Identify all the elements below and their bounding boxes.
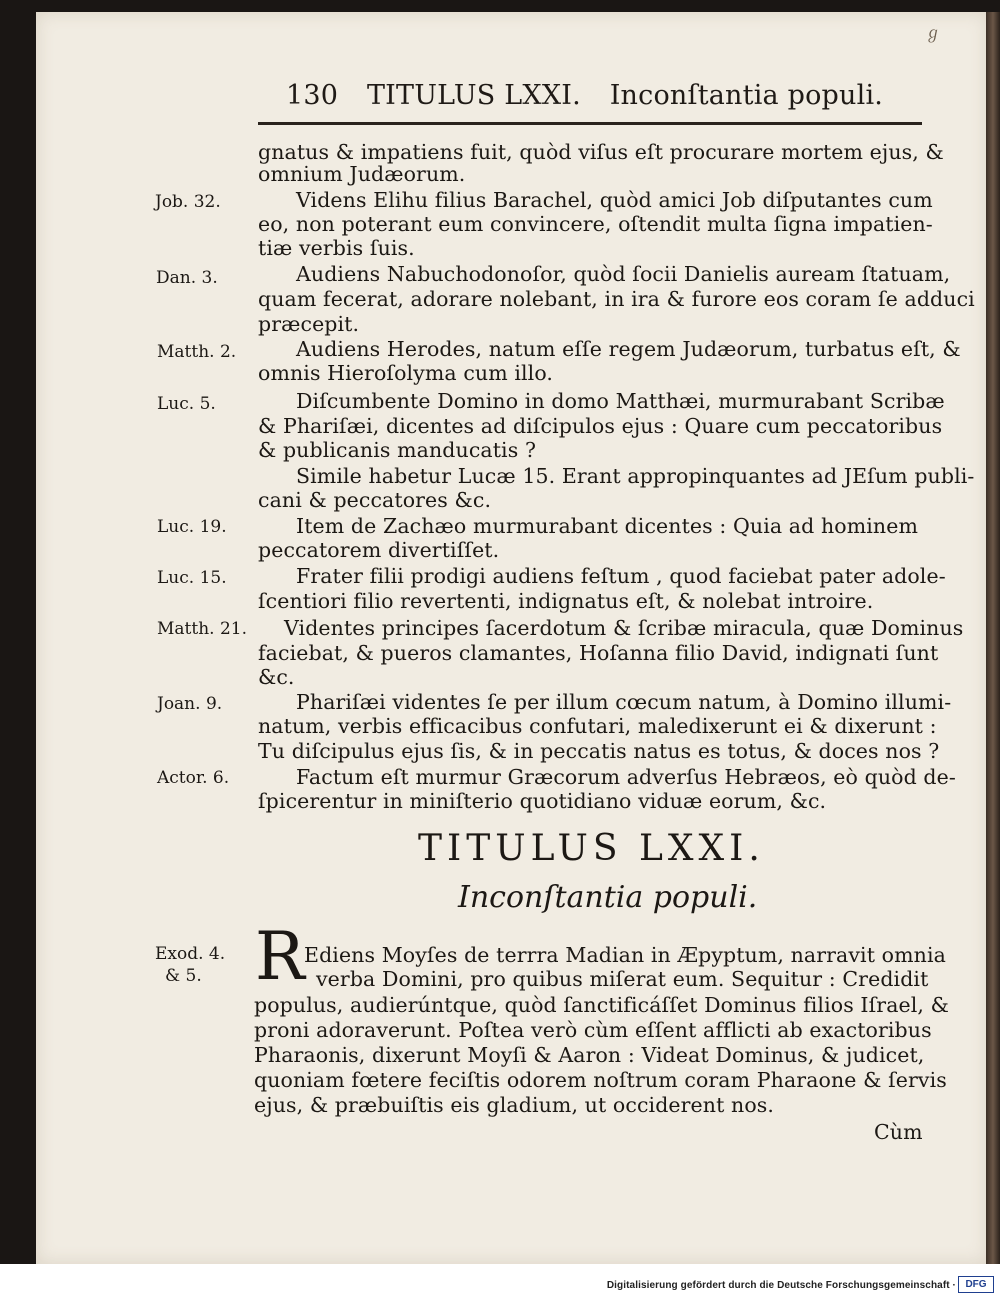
margin-note: Joan. 9. <box>157 694 223 714</box>
text-line: Videns Elihu filius Barachel, quòd amici Job diſputantes cum <box>296 188 933 212</box>
margin-note: Exod. 4. <box>155 944 226 964</box>
margin-note: Luc. 15. <box>157 568 227 588</box>
margin-note: Matth. 21. <box>157 619 247 639</box>
text-line: Item de Zachæo murmurabant dicentes : Quia ad hominem <box>296 514 918 538</box>
text-line: natum, verbis efficacibus confutari, maledixerunt ei & dixerunt : <box>258 714 937 738</box>
text-line: Simile habetur Lucæ 15. Erant appropinquantes ad JEſum publi- <box>296 464 975 488</box>
text-line: populus, audierúntque, quòd ſanctificáſſet Dominus filios Iſrael, & <box>254 993 950 1017</box>
margin-note: Luc. 19. <box>157 517 227 537</box>
text-line: verba Domini, pro quibus miſerat eum. Sequitur : Credidit <box>316 967 929 991</box>
margin-note: Dan. 3. <box>156 268 218 288</box>
text-line: proni adoraverunt. Poſtea verò cùm eſſent afflicti ab exactoribus <box>254 1018 932 1042</box>
text-line: ſpicerentur in miniſterio quotidiano viduæ eorum, &c. <box>258 789 827 813</box>
margin-note: Actor. 6. <box>157 768 230 788</box>
text-line: Audiens Herodes, natum eſſe regem Judæorum, turbatus eſt, & <box>296 337 961 361</box>
page-number: 130 <box>286 80 339 111</box>
head-rule <box>258 122 922 125</box>
text-line: omnis Hieroſolyma cum illo. <box>258 361 554 385</box>
catchword: Cùm <box>874 1120 923 1144</box>
section-subtitle: Inconſtantia populi. <box>458 880 758 915</box>
running-subject: Inconſtantia populi. <box>609 80 884 111</box>
margin-note: & 5. <box>165 966 202 986</box>
text-line: Frater filii prodigi audiens feſtum , quod faciebat pater adole- <box>296 564 946 588</box>
section-title: TITULUS LXXI. <box>418 828 765 869</box>
text-line: Pharaonis, dixerunt Moyſi & Aaron : Videat Dominus, & judicet, <box>254 1043 925 1067</box>
text-line: Diſcumbente Domino in domo Matthæi, murmurabant Scribæ <box>296 389 945 413</box>
text-line: eo, non poterant eum convincere, oſtendit multa ſigna impatien- <box>258 212 933 236</box>
text-line: gnatus & impatiens fuit, quòd viſus eſt procurare mortem ejus, & <box>258 140 944 164</box>
text-line: ſcentiori filio revertenti, indignatus eſt, & nolebat introire. <box>258 589 874 613</box>
text-line: faciebat, & pueros clamantes, Hoſanna filio David, indignati ſunt <box>258 641 939 665</box>
text-line: &c. <box>258 665 295 689</box>
text-line: quam fecerat, adorare nolebant, in ira & furore eos coram ſe adduci <box>258 287 975 311</box>
margin-note: Matth. 2. <box>157 342 237 362</box>
text-line: peccatorem divertiſſet. <box>258 538 500 562</box>
dfg-logo[interactable]: DFG <box>958 1276 994 1293</box>
footer-credit: Digitalisierung gefördert durch die Deutsche Forschungsgemeinschaft · <box>606 1280 956 1291</box>
margin-note: Job. 32. <box>155 192 221 212</box>
margin-note: Luc. 5. <box>157 394 216 414</box>
running-title: TITULUS LXXI. <box>366 80 581 111</box>
text-line: ejus, & præbuiſtis eis gladium, ut occiderent nos. <box>254 1093 775 1117</box>
text-line: Audiens Nabuchodonoſor, quòd ſocii Danielis auream ſtatuam, <box>296 262 951 286</box>
text-line: Phariſæi videntes ſe per illum cœcum natum, à Domino illumi- <box>296 690 952 714</box>
text-line: quoniam fœtere feciſtis odorem noſtrum coram Pharaone & ſervis <box>254 1068 947 1092</box>
text-line: Videntes principes ſacerdotum & ſcribæ miracula, quæ Dominus <box>284 616 964 640</box>
text-line: Factum eſt murmur Græcorum adverſus Hebræos, eò quòd de- <box>296 765 956 789</box>
text-line: Ediens Moyſes de terrra Madian in Æpyptum, narravit omnia <box>304 943 946 967</box>
text-line: Tu diſcipulus ejus ſis, & in peccatis natus es totus, & doces nos ? <box>258 739 940 763</box>
drop-cap: R <box>255 918 305 995</box>
text-line: tiæ verbis ſuis. <box>258 236 415 260</box>
text-line: omnium Judæorum. <box>258 162 466 186</box>
text-line: præcepit. <box>258 312 360 336</box>
text-line: & publicanis manducatis ? <box>258 438 537 462</box>
book-edge <box>986 12 1000 1264</box>
running-head <box>286 80 903 111</box>
text-line: & Phariſæi, dicentes ad diſcipulos ejus : Quare cum peccatoribus <box>258 414 943 438</box>
text-line: cani & peccatores &c. <box>258 488 492 512</box>
ink-mark: ℊ <box>925 23 942 42</box>
